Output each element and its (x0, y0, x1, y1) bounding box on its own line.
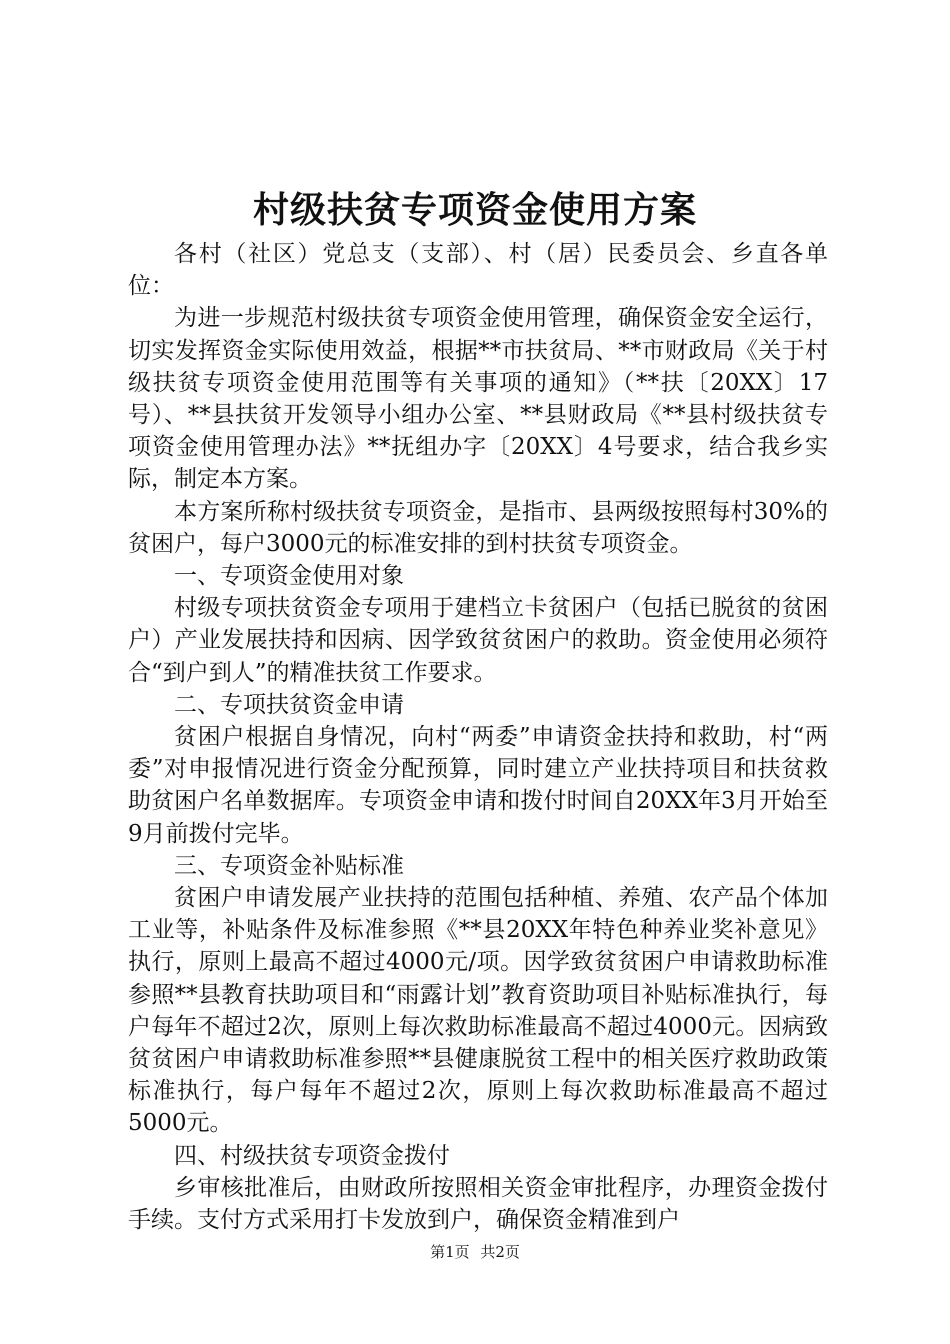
document-body (128, 238, 828, 1236)
body-paragraph: 贫困户申请发展产业扶持的范围包括种植、养殖、农产品个体加工业等，补贴条件及标准参照《**县20XX年特色种养业奖补意见》执行，原则上最高不超过4000元/项。因学致贫贫困户申请救助标准参照**县教育扶助项目和“雨露计划”教育资助项目补贴标准执行，每户每年不超过2次，原则上每次救助标准最高不超过4000元。因病致贫贫困户申请救助标准参照**县健康脱贫工程中的相关医疗救助政策标准执行，每户每年不超过2次，原则上每次救助标准最高不超过5000元。 (128, 885, 828, 1137)
document-title: 村级扶贫专项资金使用方案 (252, 189, 697, 231)
body-paragraph: 本方案所称村级扶贫专项资金，是指市、县两级按照每村30%的贫困户，每户3000元的标准安排的到村扶贫专项资金。 (128, 498, 828, 557)
salutation-paragraph: 各村（社区）党总支（支部）、村（居）民委员会、乡直各单位： (128, 241, 828, 300)
section-heading: 二、专项扶贫资金申请 (174, 691, 404, 718)
page-total: 共2页 (480, 1243, 520, 1261)
section-heading: 三、专项资金补贴标准 (174, 852, 404, 879)
section-heading: 四、村级扶贫专项资金拨付 (174, 1142, 450, 1169)
page-number: 第1页 (430, 1243, 470, 1261)
body-paragraph: 为进一步规范村级扶贫专项资金使用管理，确保资金安全运行，切实发挥资金实际使用效益，根据**市扶贫局、**市财政局《关于村级扶贫专项资金使用范围等有关事项的通知》（**扶〔20XX〕17号）、**县扶贫开发领导小组办公室、**县财政局《**县村级扶贫专项资金使用管理办法》**抚组办字〔20XX〕4号要求，结合我乡实际，制定本方案。 (128, 305, 829, 493)
section-heading: 一、专项资金使用对象 (174, 563, 404, 590)
body-paragraph: 贫困户根据自身情况，向村“两委”申请资金扶持和救助，村“两委”对申报情况进行资金分配预算，同时建立产业扶持项目和扶贫救助贫困户名单数据库。专项资金申请和拨付时间自20XX年3月开始至9月前拨付完毕。 (128, 724, 828, 847)
page-footer (0, 1242, 950, 1262)
body-paragraph: 村级专项扶贫资金专项用于建档立卡贫困户（包括已脱贫的贫困户）产业发展扶持和因病、因学致贫贫困户的救助。资金使用必须符合“到户到人”的精准扶贫工作要求。 (128, 595, 828, 686)
body-paragraph: 乡审核批准后，由财政所按照相关资金审批程序，办理资金拨付手续。支付方式采用打卡发放到户，确保资金精准到户 (128, 1174, 828, 1234)
